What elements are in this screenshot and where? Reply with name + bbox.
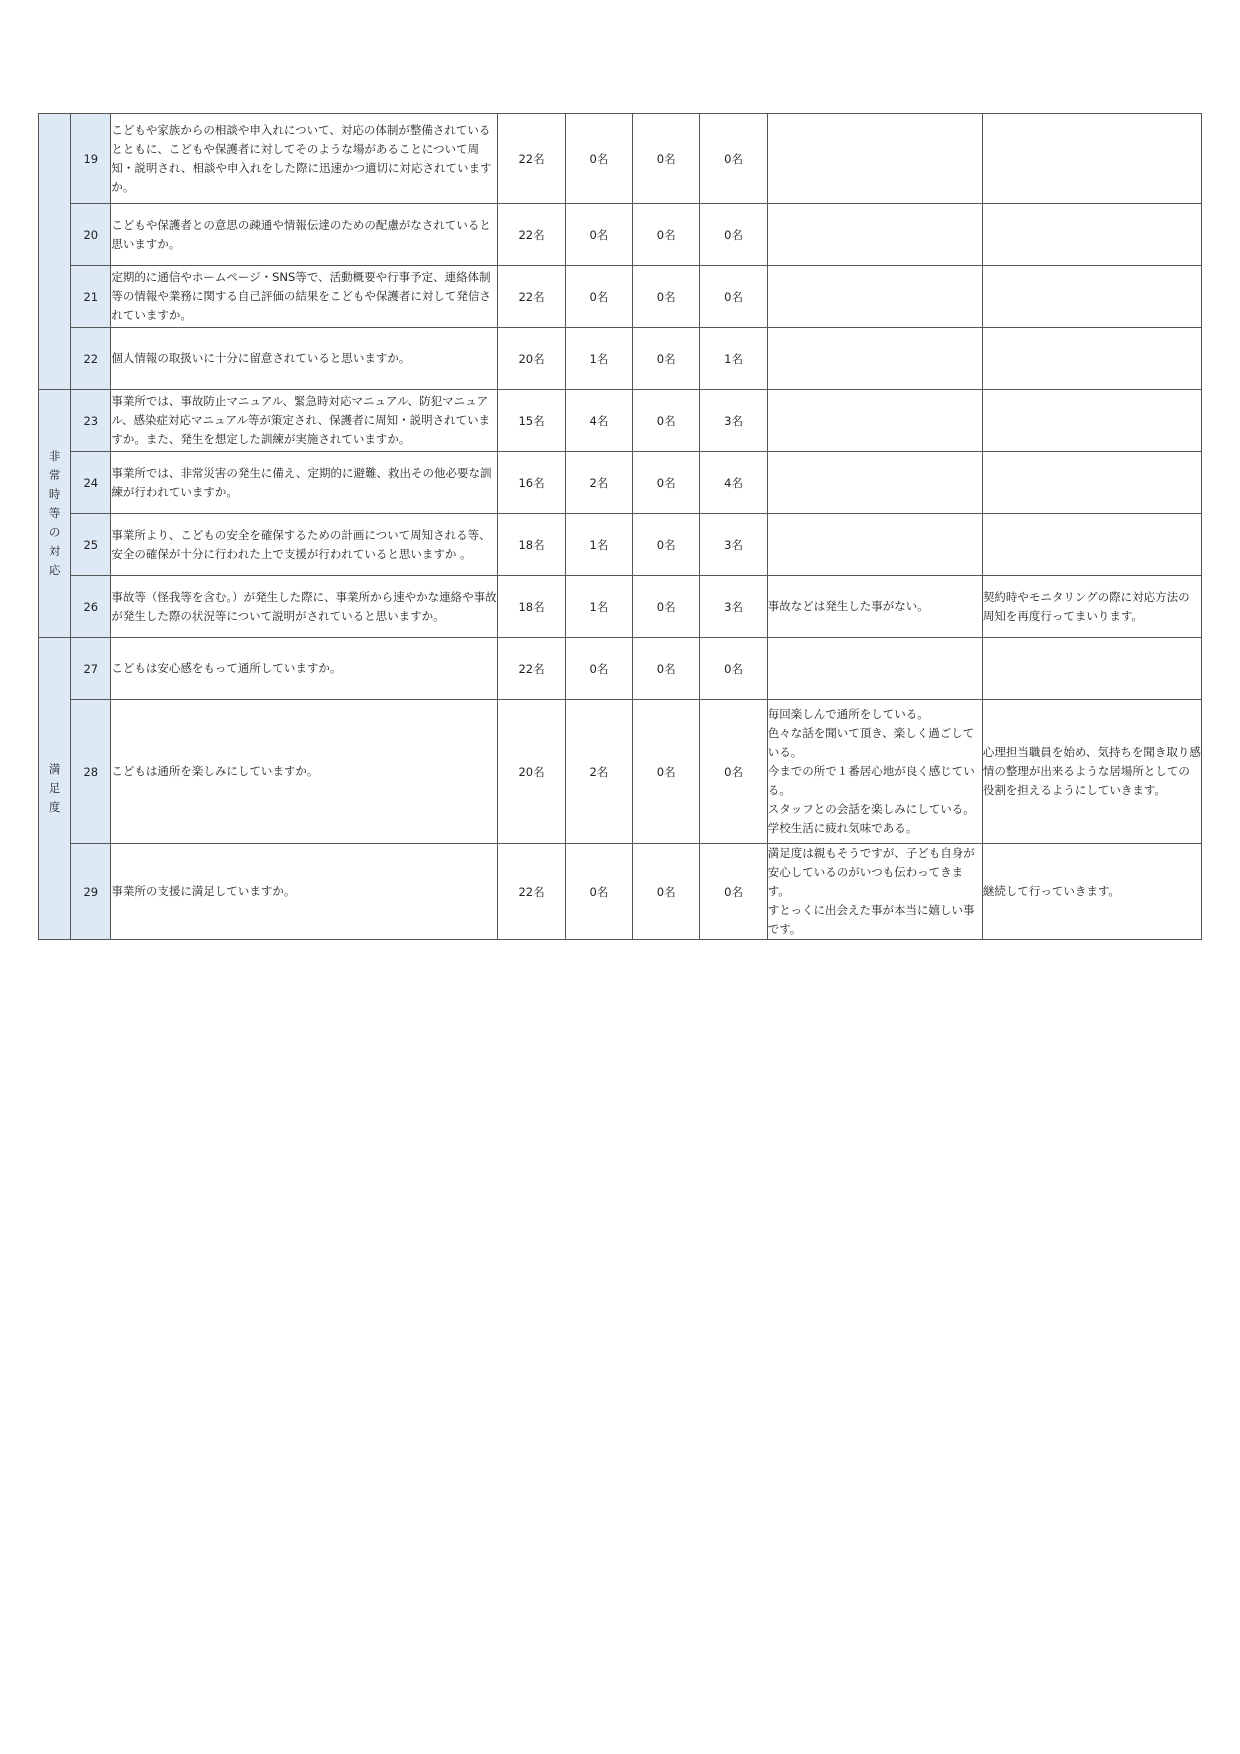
question-number: 26 — [71, 576, 111, 638]
question-number: 24 — [71, 452, 111, 514]
facility-response — [982, 328, 1201, 390]
table-row — [39, 328, 1202, 390]
count-yes: 18名 — [498, 576, 565, 638]
question-number: 22 — [71, 328, 111, 390]
parent-comment — [767, 514, 982, 576]
count-neutral: 1名 — [565, 514, 632, 576]
count-neutral: 0名 — [565, 204, 632, 266]
facility-response — [982, 204, 1201, 266]
count-unknown: 4名 — [700, 452, 767, 514]
count-no: 0名 — [633, 452, 700, 514]
count-neutral: 0名 — [565, 844, 632, 940]
question-text: こどもは通所を楽しみにしていますか。 — [111, 700, 498, 844]
count-no: 0名 — [633, 266, 700, 328]
question-text: こどもや保護者との意思の疎通や情報伝達のための配慮がなされていると思いますか。 — [111, 204, 498, 266]
table-row — [39, 576, 1202, 638]
count-no: 0名 — [633, 390, 700, 452]
count-no: 0名 — [633, 114, 700, 204]
question-number: 27 — [71, 638, 111, 700]
table-row — [39, 266, 1202, 328]
question-text: 事業所より、こどもの安全を確保するための計画について周知される等、安全の確保が十分に行われた上で支援が行われていると思いますか 。 — [111, 514, 498, 576]
count-neutral: 2名 — [565, 452, 632, 514]
count-neutral: 2名 — [565, 700, 632, 844]
count-no: 0名 — [633, 514, 700, 576]
count-unknown: 0名 — [700, 700, 767, 844]
count-unknown: 0名 — [700, 114, 767, 204]
count-yes: 22名 — [498, 266, 565, 328]
facility-response — [982, 452, 1201, 514]
question-text: 定期的に通信やホームページ・SNS等で、活動概要や行事予定、連絡体制等の情報や業務に関する自己評価の結果をこどもや保護者に対して発信されていますか。 — [111, 266, 498, 328]
question-number: 28 — [71, 700, 111, 844]
parent-comment: 事故などは発生した事がない。 — [767, 576, 982, 638]
count-unknown: 0名 — [700, 638, 767, 700]
count-yes: 22名 — [498, 204, 565, 266]
count-unknown: 3名 — [700, 576, 767, 638]
table-row — [39, 204, 1202, 266]
count-neutral: 0名 — [565, 638, 632, 700]
question-number: 23 — [71, 390, 111, 452]
count-neutral: 1名 — [565, 576, 632, 638]
question-number: 29 — [71, 844, 111, 940]
count-neutral: 0名 — [565, 266, 632, 328]
count-neutral: 0名 — [565, 114, 632, 204]
question-text: 事業所の支援に満足していますか。 — [111, 844, 498, 940]
survey-results-table — [38, 113, 1202, 940]
question-text: 事業所では、事故防止マニュアル、緊急時対応マニュアル、防犯マニュアル、感染症対応マニュアル等が策定され、保護者に周知・説明されていますか。また、発生を想定した訓練が実施されていますか。 — [111, 390, 498, 452]
facility-response — [982, 514, 1201, 576]
table-row — [39, 844, 1202, 940]
table-row — [39, 700, 1202, 844]
facility-response: 心理担当職員を始め、気持ちを聞き取り感情の整理が出来るような居場所としての役割を担えるようにしていきます。 — [982, 700, 1201, 844]
count-yes: 22名 — [498, 844, 565, 940]
count-unknown: 0名 — [700, 266, 767, 328]
question-number: 21 — [71, 266, 111, 328]
table-row — [39, 452, 1202, 514]
question-number: 25 — [71, 514, 111, 576]
count-no: 0名 — [633, 204, 700, 266]
count-no: 0名 — [633, 328, 700, 390]
question-text: こどもや家族からの相談や申入れについて、対応の体制が整備されているとともに、こどもや保護者に対してそのような場があることについて周知・説明され、相談や申入れをした際に迅速かつ適切に対応されていますか。 — [111, 114, 498, 204]
count-unknown: 3名 — [700, 514, 767, 576]
count-yes: 16名 — [498, 452, 565, 514]
facility-response — [982, 266, 1201, 328]
count-unknown: 0名 — [700, 204, 767, 266]
question-number: 20 — [71, 204, 111, 266]
count-neutral: 4名 — [565, 390, 632, 452]
parent-comment — [767, 266, 982, 328]
count-yes: 22名 — [498, 114, 565, 204]
table-row — [39, 514, 1202, 576]
parent-comment — [767, 328, 982, 390]
table-row — [39, 638, 1202, 700]
facility-response — [982, 114, 1201, 204]
count-unknown: 3名 — [700, 390, 767, 452]
parent-comment — [767, 638, 982, 700]
category-cell — [39, 114, 71, 390]
count-no: 0名 — [633, 844, 700, 940]
category-label: 非常時等の対応 — [48, 449, 61, 577]
count-yes: 20名 — [498, 700, 565, 844]
parent-comment — [767, 114, 982, 204]
question-text: 個人情報の取扱いに十分に留意されていると思いますか。 — [111, 328, 498, 390]
count-unknown: 0名 — [700, 844, 767, 940]
parent-comment — [767, 452, 982, 514]
count-no: 0名 — [633, 700, 700, 844]
count-yes: 15名 — [498, 390, 565, 452]
question-number: 19 — [71, 114, 111, 204]
question-text: 事故等（怪我等を含む。）が発生した際に、事業所から速やかな連絡や事故が発生した際の状況等について説明がされていると思いますか。 — [111, 576, 498, 638]
count-no: 0名 — [633, 576, 700, 638]
count-yes: 18名 — [498, 514, 565, 576]
facility-response: 契約時やモニタリングの際に対応方法の周知を再度行ってまいります。 — [982, 576, 1201, 638]
category-label: 満足度 — [48, 762, 61, 814]
question-text: こどもは安心感をもって通所していますか。 — [111, 638, 498, 700]
count-yes: 20名 — [498, 328, 565, 390]
category-cell — [39, 638, 71, 940]
table-row — [39, 390, 1202, 452]
facility-response — [982, 638, 1201, 700]
question-text: 事業所では、非常災害の発生に備え、定期的に避難、救出その他必要な訓練が行われていますか。 — [111, 452, 498, 514]
parent-comment — [767, 204, 982, 266]
category-cell — [39, 390, 71, 638]
facility-response: 継続して行っていきます。 — [982, 844, 1201, 940]
count-no: 0名 — [633, 638, 700, 700]
facility-response — [982, 390, 1201, 452]
table-row — [39, 114, 1202, 204]
parent-comment: 毎回楽しんで通所をしている。 色々な話を聞いて頂き、楽しく過ごしている。 今までの所で１番居心地が良く感じている。 スタッフとの会話を楽しみにしている。 学校生活に疲れ気味である。 — [767, 700, 982, 844]
count-neutral: 1名 — [565, 328, 632, 390]
count-unknown: 1名 — [700, 328, 767, 390]
parent-comment: 満足度は親もそうですが、子ども自身が安心しているのがいつも伝わってきます。 すとっくに出会えた事が本当に嬉しい事です。 — [767, 844, 982, 940]
count-yes: 22名 — [498, 638, 565, 700]
parent-comment — [767, 390, 982, 452]
